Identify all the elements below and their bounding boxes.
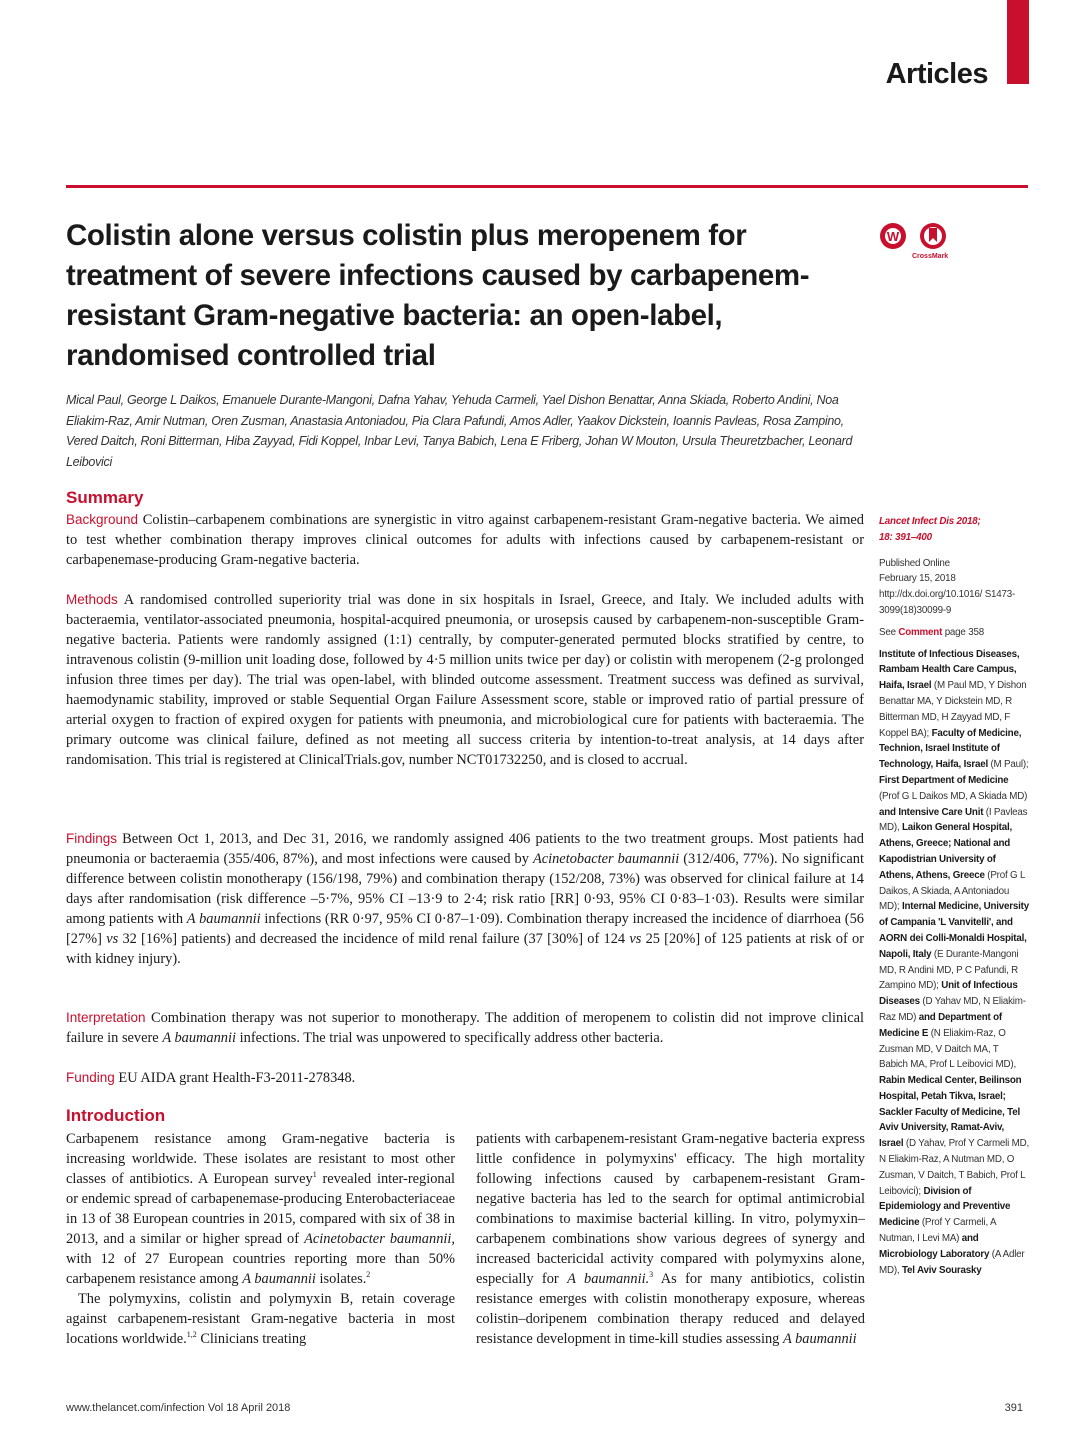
findings-text: 25 [20%] of 125 patients at risk of or with kidney injury). [66,931,864,967]
findings-text: 32 [16%] patients) and decreased the incidence of mild renal failure (37 [30%] of 124 [122,931,626,947]
findings-label: Findings [66,831,118,846]
footer-journal: www.thelancet.com/infection Vol 18 April 2018 [66,1402,291,1414]
affiliation-authors: (Prof G L Daikos MD, A Skiada MD) [879,790,1028,802]
badges [878,220,958,264]
background-paragraph [66,510,864,570]
affiliation-authors: (A Adler MD), [879,1248,1025,1276]
summary-heading: Summary [66,488,144,507]
background-label: Background [66,512,139,527]
findings-organism: A baumannii [186,911,261,927]
affiliation-authors: (Prof Y Carmeli, A Nutman, I Levi MA) [879,1217,996,1245]
interpretation-organism: A baumannii [162,1030,237,1046]
publication-info: Published Online February 15, 2018 http://dx.doi.org/10.1016/ S1473-3099(18)30099-9 [879,557,1016,616]
affiliation-authors: (D Yahav, Prof Y Carmeli MD, N Eliakim-Raz, A Nutman MD, O Zusman, V Daitch, T Babich, Prof L Leibovici); [879,1138,1029,1197]
interpretation-text: infections. The trial was unpowered to specifically address other bacteria. [239,1030,664,1046]
affiliation-institution: Institute of Infectious Diseases, Rambam Health Care Campus, Haifa, Israel [879,648,1020,692]
introduction-heading: Introduction [66,1106,166,1125]
affiliation-institution: First Department of Medicine [879,774,1009,786]
sidebar [879,514,1029,1278]
affiliation-institution: Faculty of Medicine, Technion, Israel Institute of Technology, Haifa, Israel [879,727,1022,771]
corner-accent-bar [1007,0,1029,84]
introduction-paragraph: Carbapenem resistance among Gram-negative bacteria is increasing worldwide. These isolates are resistant to most other classes of antibiotics. A European survey$^1$ revealed inter-regional or endemic spread of carbapenemase-producing Enterobacteriaceae in 13 of 38 European countries in 2015, compared with six of 38 in 2013, and a similar or higher spread of Acinetobacter baumannii, with 12 of 27 European countries reporting more than 50% carbapenem resistance among A baumannii isolates.$^2$ [66,1131,455,1287]
introduction-paragraph: The polymyxins, colistin and polymyxin B, retain coverage against carbapenem-resistant Gram-negative bacteria in most locations worldwide.$^{1,2}$ Clinicians treating [66,1291,455,1347]
reference-marker[interactable]: 3 [649,1270,654,1280]
svg-text:W: W [886,229,900,244]
findings-vs: vs [629,931,642,947]
affiliation-authors: (I Pavleas MD), [879,806,1028,834]
affiliation-institution: Unit of Infectious Diseases [879,980,1018,1008]
findings-text: (312/406, 77%). No significant difference between colistin monotherapy (156/198, 79%) and combination therapy (152/208, 73%) was observed for clinical failure at 14 days after randomisation (risk difference –5·7%, 95% CI –13·9 to 2·4; risk ratio [RR] 0·93, 95% CI 0·83–1·03). Results were similar among patients with [66,851,864,927]
citation: Lancet Infect Dis 2018; 18: 391–400 [879,516,981,543]
findings-vs: vs [106,931,119,947]
crossmark-label[interactable]: CrossMark [912,253,949,260]
affiliation-authors: (D Yahav MD, N Eliakim-Raz MD) [879,996,1026,1023]
affiliation-authors: (N Eliakim-Raz, O Zusman MD, V Daitch MA, T Babich MA, Prof L Leibovici MD), [879,1027,1016,1071]
funding-label: Funding [66,1070,115,1085]
article-title: Colistin alone versus colistin plus meropenem for treatment of severe infections caused by carbapenem-resistant Gram-negative bacteria: an open-label, randomised controlled trial [66,219,810,372]
affiliation-institution: Tel Aviv Sourasky [901,1264,982,1276]
doi-link[interactable]: http://dx.doi.org/10.1016/ S1473-3099(18)30099-9 [879,589,1016,616]
affiliation-authors: (Prof G L Daikos, A Skiada, A Antoniadou MD); [879,869,1025,913]
introduction-column-1 [66,1129,455,1349]
affiliation-authors: (E Durante-Mangoni MD, R Andini MD, P C Pafundi, R Zampino MD); [879,948,1019,992]
introduction-column-2 [476,1129,865,1349]
affiliations [879,647,1029,1279]
funding-text: EU AIDA grant Health-F3-2011-278348. [118,1070,356,1086]
page-number: 391 [1004,1402,1023,1414]
findings-text: infections (RR 0·97, 95% CI 0·87–1·09). Combination therapy increased the incidence of diarrhoea (56 [27%] [66,911,864,947]
affiliation-institution: and Microbiology Laboratory [879,1233,990,1260]
see-comment: See Comment page 358 [879,626,984,638]
findings-paragraph [66,829,864,969]
interpretation-label: Interpretation [66,1010,146,1025]
affiliation-institution: Internal Medicine, University of Campania 'L Vanvitelli', and AORN dei Colli-Monaldi Hospital, Napoli, Italy [879,901,1029,960]
methods-text: A randomised controlled superiority trial was done in six hospitals in Israel, Greece, and Italy. We included adults with bacteraemia, ventilator-associated pneumonia, hospital-acquired pneumonia, or urosepsis caused by carbapenem-non-susceptible Gram-negative bacteria. Patients were randomly assigned (1:1) centrally, by computer-generated permuted blocks stratified by centre, to intravenous colistin (9-million unit loading dose, followed by 4·5 million units twice per day) or colistin with meropenem (2-g prolonged infusion three times per day). The trial was open-label, with blinded outcome assessment. Treatment success was defined as survival, haemodynamic stability, improved or stable Sequential Organ Failure Assessment score, stable or improved ratio of partial pressure of arterial oxygen to fraction of expired oxygen for patients with pneumonia, and microbiological cure for patients with bacteraemia. The primary outcome was clinical failure, defined as not meeting all success criteria by intention-to-treat analysis, at 14 days after randomisation. This trial is registered at ClinicalTrials.gov, number NCT01732250, and is closed to accrual. [66,592,865,768]
affiliation-authors: (M Paul MD, Y Dishon Benattar MA, Y Dickstein MD, R Bitterman MD, H Zayyad MD, F Koppel BA); [879,680,1027,739]
funding-paragraph [66,1068,864,1088]
methods-label: Methods [66,592,118,607]
interpretation-text: Combination therapy was not superior to monotherapy. The addition of meropenem to colistin did not improve clinical failure in severe [66,1010,864,1046]
reference-marker[interactable]: 1,2 [186,1330,197,1340]
affiliation-institution: and Department of Medicine E [879,1011,1002,1039]
comment-link[interactable]: Comment [898,626,943,638]
affiliation-institution: and Intensive Care Unit [879,806,984,818]
introduction-paragraph: patients with carbapenem-resistant Gram-negative bacteria express little confidence in polymyxins' efficacy. The high mortality following infections caused by carbapenem-resistant Gram-negative bacteria has led to the search for optimal antimicrobial combinations to maximise bacterial killing. In vitro, polymyxin–carbapenem combinations show various degrees of synergy and increased bactericidal activity compared with polymyxins alone, especially for A baumannii.$^3$ As for many antibiotics, colistin resistance emerges with colistin monotherapy exposure, whereas colistin–doripenem combination therapy reduced and delayed resistance development in time-kill studies assessing A baumannii [476,1131,865,1347]
affiliation-institution: Division of Epidemiology and Preventive Medicine [879,1185,1011,1229]
affiliation-institution: Rabin Medical Center, Beilinson Hospital, Petah Tikva, Israel; Sackler Faculty of Medicine, Tel Aviv University, Ramat-Aviv, Israel [879,1075,1022,1150]
header-rule [66,185,1028,188]
section-label: Articles [885,58,988,90]
author-list: Mical Paul, George L Daikos, Emanuele Durante-Mangoni, Dafna Yahav, Yehuda Carmeli, Yael Dishon Benattar, Anna Skiada, Roberto Andini, Noa Eliakim-Raz, Amir Nutman, Oren Zusman, Anastasia Antoniadou, Pia Clara Pafundi, Amos Adler, Yaakov Dickstein, Ioannis Pavleas, Rosa Zampino, Vered Daitch, Roni Bitterman, Hiba Zayyad, Fidi Koppel, Inbar Levi, Tanya Babich, Lena E Friberg, Johan W Mouton, Ursula Theuretzbacher, Leonard Leibovici [66,393,853,469]
affiliation-authors: (M Paul); [987,759,1029,771]
reference-marker[interactable]: 1 [312,1170,317,1180]
interpretation-paragraph [66,1008,864,1048]
findings-text: Between Oct 1, 2013, and Dec 31, 2016, we randomly assigned 406 patients to the two treatment groups. Most patients had pneumonia or bacteraemia (355/406, 87%), and most infections were caused by [66,831,864,867]
background-text: Colistin–carbapenem combinations are synergistic in vitro against carbapenem-resistant Gram-negative bacteria. We aimed to test whether combination therapy improves clinical outcomes for adults with infections caused by carbapenem-resistant or carbapenemase-producing Gram-negative bacteria. [66,512,864,568]
reference-marker[interactable]: 2 [366,1270,371,1280]
findings-organism: Acinetobacter baumannii [532,851,680,867]
methods-paragraph [66,590,864,770]
affiliation-institution: Laikon General Hospital, Athens, Greece; National and Kapodistrian University of Athens, Athens, Greece [879,822,1013,881]
